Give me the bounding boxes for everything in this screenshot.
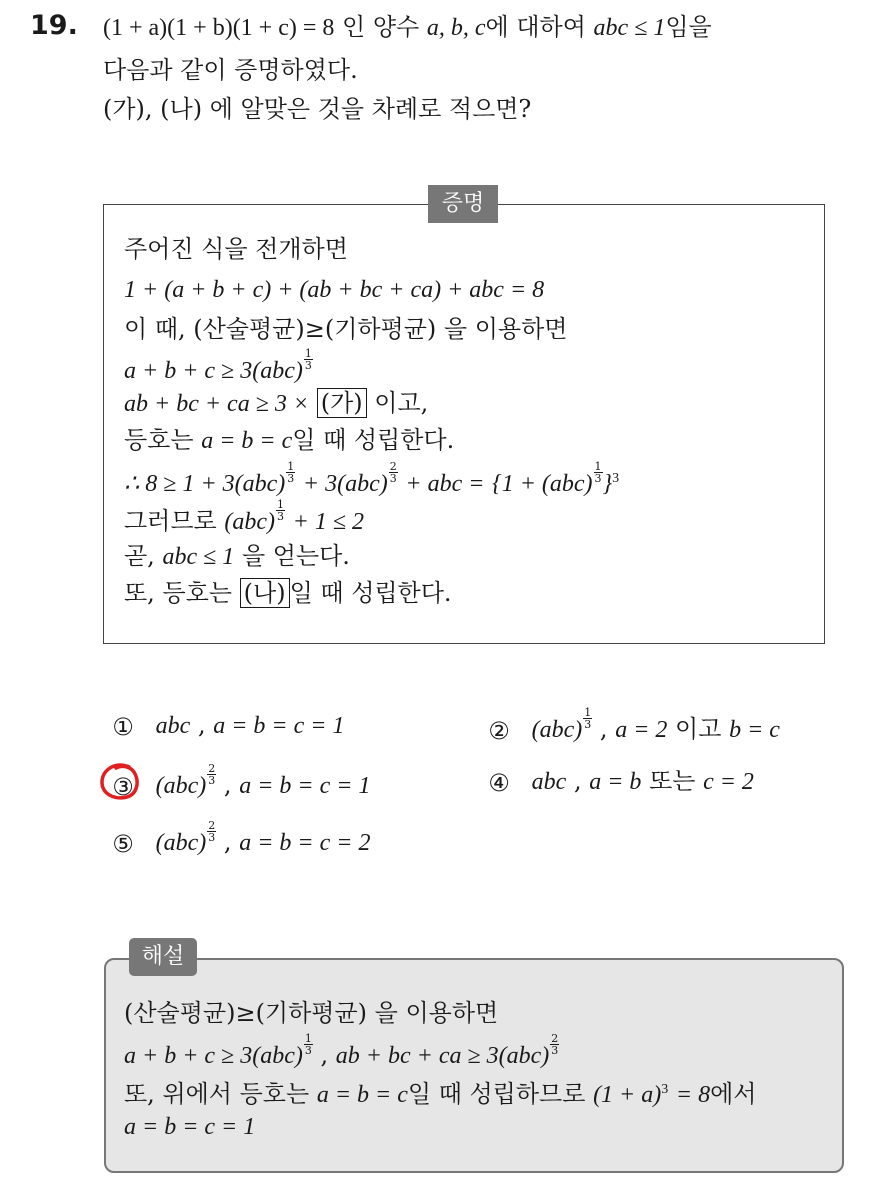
choice-5[interactable] [110, 820, 370, 862]
proof-text: 또, 등호는 [124, 579, 232, 607]
proof-text: 일 때 성립한다. [292, 426, 455, 454]
blank-ga: (가) [317, 388, 367, 418]
choice-text: 이고 [675, 715, 722, 743]
choice-text: abc [531, 769, 567, 795]
question-line-3: (가), (나) 에 알맞은 것을 차례로 적으면? [103, 95, 532, 123]
choice-number: ② [488, 716, 510, 745]
exponent: 3 [661, 1082, 669, 1097]
solution-line-1: (산술평균)≥(기하평균) 을 이용하면 [124, 999, 499, 1027]
proof-line-4 [124, 348, 313, 390]
fraction-two-thirds: $\frac{2}{3}$ [389, 460, 397, 485]
conclusion: abc ≤ 1 [162, 544, 235, 570]
choice-3[interactable] [110, 763, 370, 805]
question-line-2: 다음과 같이 증명하였다. [103, 56, 358, 84]
therefore-expr: ∴ 8 ≥ 1 + 3(abc) [124, 471, 286, 497]
solution-text: 일 때 성립하므로 [407, 1080, 586, 1108]
choice-text: , [599, 715, 608, 743]
proof-text: 을 얻는다. [241, 542, 350, 570]
choice-text: , [223, 828, 232, 856]
choice-text: , [197, 711, 206, 739]
choice-text: 또는 [649, 767, 696, 795]
choice-text: (abc) [155, 830, 207, 856]
solution-expr: a + b + c ≥ 3(abc) [124, 1043, 303, 1069]
choice-text: b = c [729, 717, 780, 743]
choice-1[interactable] [110, 707, 344, 745]
fraction-one-third: $\frac{1}{3}$ [277, 498, 285, 523]
solution-text: 또, 위에서 등호는 [124, 1080, 310, 1108]
proof-text: 등호는 [124, 426, 194, 454]
choice-number: ① [112, 712, 134, 741]
am-gm-product: ab + bc + ca ≥ 3 × [124, 391, 310, 417]
fraction-two-thirds: $\frac{2}{3}$ [551, 1032, 559, 1057]
proof-line-2: 1 + (a + b + c) + (ab + bc + ca) + abc = 8 [124, 277, 545, 303]
solution-expr: (1 + a) [593, 1082, 662, 1108]
proof-tag: 증명 [428, 185, 498, 223]
fraction-two-thirds: $\frac{2}{3}$ [208, 762, 216, 787]
equality-condition: a = b = c [201, 428, 293, 454]
solution-line-3 [124, 1071, 756, 1114]
q-text: 에 대하여 [485, 13, 586, 41]
proof-line-10 [124, 575, 452, 612]
therefore-expr: + 3(abc) [302, 471, 388, 497]
choice-text: abc [155, 713, 191, 739]
proof-text: 이고, [374, 389, 429, 417]
q-inequality: abc ≤ 1 [593, 15, 666, 41]
proof-line-9 [124, 538, 350, 576]
solution-text: 에서 [710, 1080, 757, 1108]
solution-text: , [320, 1041, 329, 1069]
solution-line-2 [124, 1033, 559, 1075]
choice-4[interactable] [486, 763, 754, 801]
am-gm-sum: a + b + c ≥ 3(abc) [124, 358, 303, 384]
choice-text: (abc) [155, 773, 207, 799]
proof-text: 곧, [124, 542, 155, 570]
inequality: + 1 ≤ 2 [292, 509, 365, 535]
solution-tag: 해설 [129, 938, 197, 976]
solution-expr: = 8 [675, 1082, 711, 1108]
choice-text: , [573, 767, 582, 795]
solution-line-4: a = b = c = 1 [124, 1114, 256, 1140]
choice-number: ⑤ [112, 829, 134, 858]
proof-line-5 [124, 385, 428, 423]
proof-text: 그러므로 [124, 507, 217, 535]
fraction-one-third: $\frac{1}{3}$ [584, 706, 592, 731]
therefore-expr: + abc = [405, 471, 485, 497]
choice-text: a = b = c = 1 [213, 713, 345, 739]
proof-text: 일 때 성립한다. [289, 579, 452, 607]
cube-expr: } [602, 471, 613, 497]
choice-number: ④ [488, 768, 510, 797]
choice-number: ③ [112, 772, 134, 801]
choice-text: a = b [589, 769, 642, 795]
exponent: 3 [612, 471, 620, 486]
fraction-one-third: $\frac{1}{3}$ [287, 460, 295, 485]
choice-text: , [223, 771, 232, 799]
proof-line-6 [124, 422, 454, 460]
choice-2[interactable] [486, 707, 780, 749]
fraction-two-thirds: $\frac{2}{3}$ [208, 819, 216, 844]
given-equation: (1 + a)(1 + b)(1 + c) = 8 [103, 15, 335, 41]
choice-text: (abc) [531, 717, 583, 743]
proof-line-7 [124, 460, 619, 503]
fraction-one-third: $\frac{1}{3}$ [304, 1032, 312, 1057]
fraction-one-third: $\frac{1}{3}$ [594, 460, 602, 485]
abc-power: (abc) [224, 509, 276, 535]
question-number: 19. [30, 10, 78, 41]
choice-text: a = 2 [615, 717, 668, 743]
question-line-1 [103, 9, 712, 47]
proof-line-3: 이 때, (산술평균)≥(기하평균) 을 이용하면 [124, 315, 568, 343]
proof-line-8 [124, 499, 364, 541]
solution-expr: a = b = c [316, 1082, 408, 1108]
q-text: 인 양수 [342, 13, 420, 41]
proof-line-1: 주어진 식을 전개하면 [124, 235, 348, 263]
choice-text: c = 2 [703, 769, 754, 795]
choice-text: a = b = c = 1 [239, 773, 371, 799]
blank-na: (나) [240, 578, 290, 608]
solution-expr: ab + bc + ca ≥ 3(abc) [335, 1043, 550, 1069]
q-vars: a, b, c [426, 15, 486, 41]
cube-expr: {1 + (abc) [492, 471, 593, 497]
fraction-one-third: $\frac{1}{3}$ [304, 347, 312, 372]
answer-mark-circle [99, 762, 141, 802]
q-text: 임을 [665, 13, 712, 41]
choice-text: a = b = c = 2 [239, 830, 371, 856]
